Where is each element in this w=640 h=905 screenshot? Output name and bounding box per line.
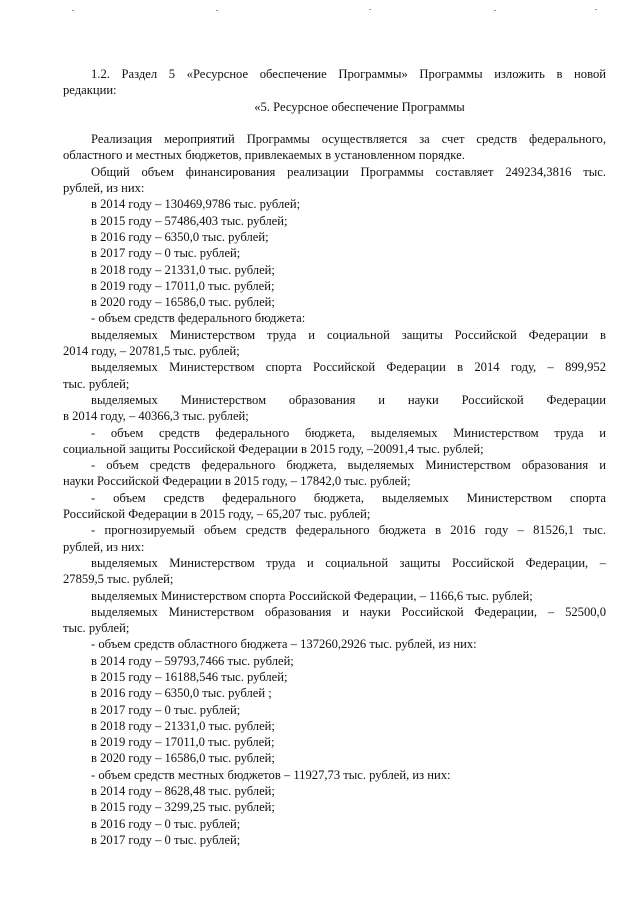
document-line: - объем средств местных бюджетов – 11927,73 тыс. рублей, из них: xyxy=(91,767,451,782)
document-line: в 2020 году – 16586,0 тыс. рублей; xyxy=(91,295,275,310)
document-line: - прогнозируемый объем средств федерального бюджета в 2016 году – 81526,1 тыс. xyxy=(91,523,606,538)
document-line: в 2015 году – 3299,25 тыс. рублей; xyxy=(91,800,275,815)
document-line: выделяемых Министерством спорта Российской Федерации, – 1166,6 тыс. рублей; xyxy=(91,588,533,603)
document-line: в 2018 году – 21331,0 тыс. рублей; xyxy=(91,718,275,733)
document-line: тыс. рублей; xyxy=(63,621,130,636)
document-line: в 2014 году, – 40366,3 тыс. рублей; xyxy=(63,409,249,424)
document-line: выделяемых Министерством образования и науки Российской Федерации, – 52500,0 xyxy=(91,604,606,619)
document-line: в 2018 году – 21331,0 тыс. рублей; xyxy=(91,262,275,277)
document-line: 1.2. Раздел 5 «Ресурсное обеспечение Программы» Программы изложить в новой xyxy=(91,67,606,81)
document-line: - объем средств федерального бюджета, выделяемых Министерством образования и xyxy=(91,458,606,473)
document-line: рублей, из них: xyxy=(63,539,145,554)
scan-speck xyxy=(494,10,496,11)
document-line: в 2020 году – 16586,0 тыс. рублей; xyxy=(91,751,275,766)
document-line: социальной защиты Российской Федерации в 2015 году, –20091,4 тыс. рублей; xyxy=(63,441,484,456)
document-line: в 2016 году – 0 тыс. рублей; xyxy=(91,816,241,831)
document-line: в 2016 году – 6350,0 тыс. рублей ; xyxy=(91,686,272,701)
document-line: Общий объем финансирования реализации Программы составляет 249234,3816 тыс. xyxy=(91,164,606,179)
scan-speck xyxy=(369,9,371,10)
document-line: областного и местных бюджетов, привлекаемых в установленном порядке. xyxy=(63,148,465,163)
document-line: в 2015 году – 16188,546 тыс. рублей; xyxy=(91,669,288,684)
document-line: в 2014 году – 59793,7466 тыс. рублей; xyxy=(91,653,294,668)
document-line: в 2014 году – 130469,9786 тыс. рублей; xyxy=(91,197,301,212)
document-line: «5. Ресурсное обеспечение Программы xyxy=(254,99,465,114)
document-line: - объем средств федерального бюджета, выделяемых Министерством спорта xyxy=(91,490,606,505)
scan-speck xyxy=(595,9,597,10)
scan-speck xyxy=(72,10,74,11)
document-line: в 2017 году – 0 тыс. рублей; xyxy=(91,702,241,717)
document-line: науки Российской Федерации в 2015 году, – 17842,0 тыс. рублей; xyxy=(63,474,411,489)
document-line: в 2019 году – 17011,0 тыс. рублей; xyxy=(91,735,275,750)
document-line: - объем средств областного бюджета – 137260,2926 тыс. рублей, из них: xyxy=(91,637,477,652)
document-line: выделяемых Министерством образования и науки Российской Федерации xyxy=(91,392,606,407)
document-line: в 2017 году – 0 тыс. рублей; xyxy=(91,832,241,847)
document-line: редакции: xyxy=(63,83,117,98)
document-line: Российской Федерации в 2015 году, – 65,207 тыс. рублей; xyxy=(63,507,371,522)
document-line: - объем средств федерального бюджета: xyxy=(91,311,306,326)
document-line: выделяемых Министерством спорта Российской Федерации в 2014 году, – 899,952 xyxy=(91,360,606,375)
document-line: в 2019 году – 17011,0 тыс. рублей; xyxy=(91,278,275,293)
document-line: в 2017 году – 0 тыс. рублей; xyxy=(91,246,241,261)
document-body xyxy=(63,66,606,848)
document-line: 2014 году, – 20781,5 тыс. рублей; xyxy=(63,344,240,359)
scan-speck xyxy=(216,10,218,11)
document-line: выделяемых Министерством труда и социальной защиты Российской Федерации, – xyxy=(91,555,606,570)
document-line: в 2015 году – 57486,403 тыс. рублей; xyxy=(91,213,288,228)
document-line: в 2014 году – 8628,48 тыс. рублей; xyxy=(91,784,275,799)
document-line: рублей, из них: xyxy=(63,181,145,196)
document-line: в 2016 году – 6350,0 тыс. рублей; xyxy=(91,229,269,244)
document-line: Реализация мероприятий Программы осуществляется за счет средств федерального, xyxy=(91,132,606,147)
document-line: выделяемых Министерством труда и социальной защиты Российской Федерации в xyxy=(91,327,606,342)
document-line xyxy=(63,115,606,131)
document-line: тыс. рублей; xyxy=(63,376,130,391)
document-line: - объем средств федерального бюджета, выделяемых Министерством труда и xyxy=(91,425,606,440)
document-line: 27859,5 тыс. рублей; xyxy=(63,572,174,587)
